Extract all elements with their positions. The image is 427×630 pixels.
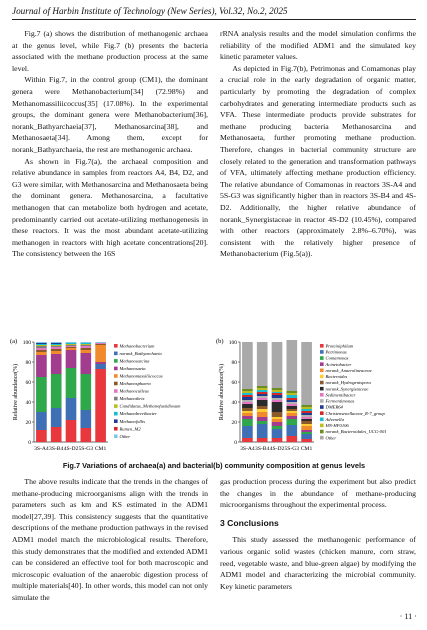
legend-swatch — [114, 352, 118, 356]
legend-swatch — [114, 404, 118, 408]
bar-segment — [272, 392, 283, 393]
bar-segment — [66, 368, 77, 398]
legend-swatch — [320, 381, 324, 385]
bar-segment — [286, 395, 297, 398]
bar-segment — [80, 344, 91, 345]
bar-segment — [242, 438, 253, 442]
legend-swatch — [320, 375, 324, 379]
bar-segment — [286, 425, 297, 436]
bar-segment — [301, 411, 312, 413]
bar-segment — [36, 345, 47, 346]
legend-label: Proteiniphilum — [325, 343, 354, 349]
bar-segment — [272, 417, 283, 419]
bar-segment — [272, 422, 283, 426]
y-axis-label: Relative abundance(%) — [219, 363, 225, 421]
bar-segment — [301, 432, 312, 434]
bar-segment — [242, 408, 253, 411]
legend-label: Methanofollis — [119, 418, 146, 424]
bar-segment — [257, 412, 268, 417]
bar-segment — [95, 344, 106, 345]
legend-label: Candidatus_Methanofastidiosum — [119, 403, 181, 409]
figure-caption: Fig.7 Variations of archaea(a) and bacterial(b) community composition at genus levels — [62, 461, 366, 470]
bar-segment — [242, 395, 253, 397]
legend-label: norank_Synergistaceae — [325, 386, 369, 392]
y-axis-label: Relative abundance(%) — [13, 363, 19, 421]
x-tick-label: 5S-G3 — [284, 446, 300, 452]
legend-label: Methanosarcina — [119, 358, 150, 364]
legend-swatch — [320, 344, 324, 348]
bar-segment — [80, 345, 91, 346]
bar-segment — [301, 430, 312, 432]
bar-segment — [301, 417, 312, 419]
bar-segment — [272, 412, 283, 417]
paragraph: Within Fig.7, in the control group (CM1), the dominant genera were Methanobacterium[34] (72.98%) and Methanomassiliicoccus[35] (17.08%). In the experimental groups, the dominant genera were Methanobacterium[36], norank_Bathyarchaeia[37], Methanosarcina[38], and Methanosaeta[34]. Among them, except for norank_Bathyarchaeia, the rest are methanogenic archaea. — [12, 75, 208, 154]
bar-segment — [257, 424, 268, 438]
bar-segment — [286, 409, 297, 411]
paragraph: rRNA analysis results and the model simulation confirms the reliability of the modified ADM1 and the simulated key kinetic parameter values. — [220, 29, 416, 62]
legend-label: Fermentimonas — [325, 398, 355, 404]
bar-segment — [66, 342, 77, 343]
bar-segment — [257, 406, 268, 409]
bar-segment — [51, 342, 62, 343]
paragraph: As depicted in Fig.7(b), Petrimonas and Comamonas play a crucial role in the early degradation of organic matter, particularly by promoting the degradation of complex carbohydrates and generating intermediate products such as VFA. These intermediate products provide substrates for methane producing bacteria Methanosarcina and Methanosaeta, further promoting methane production. Therefore, changes in bacterial community structure are closely related to the generation and transformation pathways of VFA, ultimately affecting methane production efficiency. The relative abundance of Comamonas in reactors 3S-A4 and 5S-G3 was significantly higher than in reactors 3S-B4 and 4S-D2. Additionally, the higher relative abundance of norank_Synergistaceae in reactor 4S-D2 (10.45%), compared with other reactors (approximately 2.8%–6.70%), was consistent with the relatively higher presence of Methanobacterium (Fig.5(a)). — [220, 63, 416, 259]
bar-segment — [51, 345, 62, 346]
bar-segment — [301, 415, 312, 417]
bar-segment — [51, 344, 62, 345]
bar-segment — [257, 386, 268, 388]
y-tick-label: 60 — [25, 380, 31, 386]
bar-segment — [95, 362, 106, 364]
bar-segment — [36, 430, 47, 442]
section-heading: 3 Conclusions — [220, 517, 279, 528]
legend-swatch — [320, 436, 324, 440]
bar-segment — [242, 413, 253, 416]
legend-label: norank_Bathyarchaeia — [119, 350, 162, 356]
bar-segment — [286, 413, 297, 416]
bar-segment — [257, 438, 268, 442]
legend-label: Sedimentibacter — [325, 392, 356, 398]
bar-segment — [66, 346, 77, 347]
bar-segment — [272, 429, 283, 438]
header-rule — [12, 19, 416, 20]
bar-segment — [66, 345, 77, 346]
bar-segment — [301, 409, 312, 411]
paragraph: The above results indicate that the trends in the changes of methane-producing microorganisms align with the trends in parameters such as km and KS estimated in the ADM1 model[27,39]. This consistency suggests that the quantitative descriptions of the methane production pathways in the revised ADM1 model match the microbiological results. Therefore, this study demonstrates that the modified and extended ADM1 can be considered an effective tool for both macroscopic and microscopic evaluation of the anaerobic digestion process of multiple materials[40]. In other words, this model can not only simulate the — [12, 477, 208, 602]
bar-segment — [257, 409, 268, 412]
running-header: Journal of Harbin Institute of Technology (New Series), Vol.32, No.2, 2025 — [12, 6, 288, 16]
bar-segment — [257, 342, 268, 386]
bar-segment — [80, 374, 91, 410]
x-tick-label: 4S-D2 — [269, 446, 285, 452]
figure-panel-b — [214, 334, 424, 460]
bar-segment — [51, 374, 62, 408]
bar-segment — [80, 342, 91, 343]
legend-label: Advenella — [325, 416, 344, 422]
legend-label: norank_Anaerolineaceae — [325, 367, 372, 373]
bar-segment — [286, 400, 297, 402]
legend-label: DMER64 — [325, 404, 343, 410]
bar-segment — [95, 364, 106, 369]
x-tick-label: 5S-G3 — [78, 446, 94, 452]
legend-label: Acinetobacter — [325, 361, 352, 367]
legend-swatch — [114, 389, 118, 393]
bar-segment — [242, 400, 253, 402]
bar-segment — [80, 353, 91, 374]
bar-segment — [242, 416, 253, 419]
bar-segment — [51, 349, 62, 351]
bar-segment — [257, 388, 268, 390]
legend-swatch — [114, 374, 118, 378]
bar-segment — [257, 396, 268, 398]
archaea-stacked-bar-chart — [8, 334, 218, 460]
bar-segment — [36, 355, 47, 377]
legend-swatch — [320, 393, 324, 397]
page-number: · 11 · — [399, 612, 417, 621]
right-column-bottom — [220, 476, 416, 592]
legend-swatch — [114, 419, 118, 423]
bar-segment — [95, 345, 106, 362]
bar-segment — [272, 419, 283, 422]
bar-segment — [66, 347, 77, 348]
bar-segment — [51, 343, 62, 344]
bar-segment — [286, 404, 297, 406]
paragraph: This study assessed the methanogenic performance of various organic solid wastes (chicken manure, corn straw, reed, vegetable waste, and blue-green algae) by modifying the ADM1 model and characterizing the microbial community. Key kinetic parameters — [220, 535, 416, 591]
right-column-top — [220, 28, 416, 260]
legend-swatch — [114, 382, 118, 386]
bar-segment — [301, 439, 312, 442]
bar-segment — [286, 402, 297, 404]
bar-segment — [286, 419, 297, 425]
legend-label: HN-HF0106 — [325, 423, 349, 429]
bar-segment — [272, 426, 283, 429]
x-tick-label: 3S-A4 — [34, 446, 49, 452]
bar-segment — [51, 346, 62, 347]
bar-segment — [66, 350, 77, 368]
legend-swatch — [320, 369, 324, 373]
bar-segment — [66, 420, 77, 442]
bar-segment — [36, 343, 47, 344]
y-tick-label: 0 — [234, 440, 237, 446]
bar-segment — [286, 340, 297, 391]
bar-segment — [257, 398, 268, 400]
legend-swatch — [320, 362, 324, 366]
bar-segment — [272, 402, 283, 412]
bar-segment — [272, 395, 283, 398]
bar-segment — [257, 392, 268, 394]
bar-segment — [66, 343, 77, 344]
legend-label: Methanosphaera — [119, 381, 151, 387]
legend-label: norank_Bacteroidales_UCG-001 — [325, 429, 387, 435]
bar-segment — [95, 343, 106, 344]
bar-segment — [301, 413, 312, 415]
paragraph: As shown in Fig.7(a), the archaeal composition and relative abundance in samples from reactors A4, B4, D2, and G3 were similar, with Methanosarcina and Methanosaeta being the dominant genera. Methanosarcina, a facultative methanogen that can metabolize both hydrogen and acetate, predominantly carried out acetate-utilizing methanogenesis in these reactors. It was the most abundant acetate-utilizing methanogen in reactors with high acetate concentrations[20]. The consistency between the 16S — [12, 156, 208, 259]
legend-label: Methanomassiliicoccus — [119, 373, 163, 379]
left-column-bottom — [12, 476, 208, 604]
bar-segment — [257, 400, 268, 406]
bar-segment — [36, 342, 47, 343]
bar-segment — [80, 343, 91, 344]
bar-segment — [36, 344, 47, 345]
legend-swatch — [320, 399, 324, 403]
bar-segment — [242, 391, 253, 393]
legend-label: norank_Hydrogenispora — [325, 380, 371, 386]
y-tick-label: 80 — [231, 360, 237, 366]
bar-segment — [80, 410, 91, 428]
legend-swatch — [114, 412, 118, 416]
legend-swatch — [320, 350, 324, 354]
y-tick-label: 20 — [25, 420, 31, 426]
bar-segment — [272, 400, 283, 402]
bar-segment — [242, 404, 253, 408]
legend-label: Methanobacterium — [119, 343, 155, 349]
bar-segment — [301, 421, 312, 424]
bar-segment — [80, 350, 91, 353]
bar-segment — [36, 377, 47, 412]
y-tick-label: 40 — [25, 400, 31, 406]
y-tick-label: 0 — [28, 440, 31, 446]
figure-panel-a — [8, 334, 218, 460]
bar-segment — [272, 390, 283, 392]
legend-swatch — [114, 427, 118, 431]
bar-segment — [301, 407, 312, 409]
legend-swatch — [320, 411, 324, 415]
legend-label: Other — [119, 433, 131, 439]
bar-segment — [301, 342, 312, 405]
legend-swatch — [320, 387, 324, 391]
bar-segment — [242, 419, 253, 426]
y-tick-label: 100 — [228, 340, 237, 346]
bar-segment — [80, 346, 91, 348]
bar-segment — [272, 393, 283, 395]
bar-segment — [272, 388, 283, 390]
legend-swatch — [320, 356, 324, 360]
panel-label: (a) — [10, 338, 18, 345]
legend-label: Methanobrevibacter — [119, 411, 157, 417]
bar-segment — [301, 424, 312, 426]
legend-swatch — [320, 424, 324, 428]
bar-segment — [51, 351, 62, 354]
x-tick-label: 3S-B4 — [255, 446, 270, 452]
legend-swatch — [320, 430, 324, 434]
panel-label: (b) — [216, 338, 224, 345]
legend-label: Rumen_M2 — [119, 426, 141, 432]
legend-label: Methanoculleus — [119, 388, 149, 394]
bar-segment — [257, 390, 268, 392]
legend-label: Comamonas — [325, 355, 349, 361]
paragraph: Fig.7 (a) shows the distribution of methanogenic archaea at the genus level, while Fig.7 (b) presents the bacteria associated with the methane production process at the same level. — [12, 29, 208, 73]
bar-segment — [286, 416, 297, 419]
x-tick-label: 3S-A4 — [240, 446, 255, 452]
bar-segment — [242, 402, 253, 404]
legend-swatch — [114, 359, 118, 363]
legend-label: Christensenellaceae_R-7_group — [325, 410, 385, 416]
y-tick-label: 20 — [231, 420, 237, 426]
bar-segment — [80, 428, 91, 442]
bar-segment — [272, 342, 283, 388]
x-tick-label: 3S-B4 — [49, 446, 64, 452]
bar-segment — [286, 411, 297, 413]
bar-segment — [286, 436, 297, 442]
bar-segment — [242, 393, 253, 395]
legend-swatch — [114, 434, 118, 438]
legend-label: Methanothrix — [119, 396, 145, 402]
y-tick-label: 100 — [22, 340, 31, 346]
bar-segment — [51, 347, 62, 349]
y-tick-label: 60 — [231, 380, 237, 386]
bar-segment — [95, 342, 106, 343]
bar-segment — [36, 412, 47, 430]
bar-segment — [242, 411, 253, 413]
legend-label: Other — [325, 435, 337, 441]
y-tick-label: 40 — [231, 400, 237, 406]
paragraph: gas production process during the experiment but also predict the changes in the abundance of methane-producing microorganisms throughout the experimental process. — [220, 477, 416, 510]
bar-segment — [301, 426, 312, 430]
bar-segment — [242, 426, 253, 438]
bar-segment — [66, 398, 77, 420]
x-tick-label: CM1 — [94, 446, 107, 452]
bar-segment — [257, 421, 268, 424]
bar-segment — [301, 419, 312, 421]
legend-swatch — [114, 344, 118, 348]
x-tick-label: 4S-D2 — [63, 446, 79, 452]
bar-segment — [301, 434, 312, 439]
bar-segment — [36, 350, 47, 352]
bar-segment — [80, 348, 91, 350]
bar-segment — [257, 417, 268, 421]
bar-segment — [301, 405, 312, 407]
bar-segment — [286, 398, 297, 400]
legend-swatch — [114, 397, 118, 401]
left-column-top — [12, 28, 208, 260]
x-tick-label: CM1 — [300, 446, 313, 452]
bacteria-stacked-bar-chart — [214, 334, 424, 460]
bar-segment — [51, 354, 62, 374]
legend-label: Petrimonas — [325, 349, 347, 355]
bar-segment — [66, 344, 77, 345]
bar-segment — [95, 369, 106, 442]
legend-swatch — [320, 418, 324, 422]
bar-segment — [242, 389, 253, 391]
bar-segment — [51, 427, 62, 442]
bar-segment — [36, 348, 47, 350]
bar-segment — [242, 397, 253, 400]
bar-segment — [286, 406, 297, 409]
legend-label: Bacteroides — [325, 374, 348, 380]
legend-swatch — [114, 367, 118, 371]
y-tick-label: 80 — [25, 360, 31, 366]
bar-segment — [286, 393, 297, 395]
bar-segment — [51, 408, 62, 427]
bar-segment — [272, 438, 283, 442]
legend-swatch — [320, 405, 324, 409]
bar-segment — [242, 342, 253, 389]
bar-segment — [36, 346, 47, 348]
bar-segment — [36, 352, 47, 355]
bar-segment — [66, 348, 77, 350]
legend-label: Methanosaeta — [119, 366, 146, 372]
bar-segment — [257, 394, 268, 396]
bar-segment — [286, 391, 297, 393]
bar-segment — [272, 398, 283, 400]
